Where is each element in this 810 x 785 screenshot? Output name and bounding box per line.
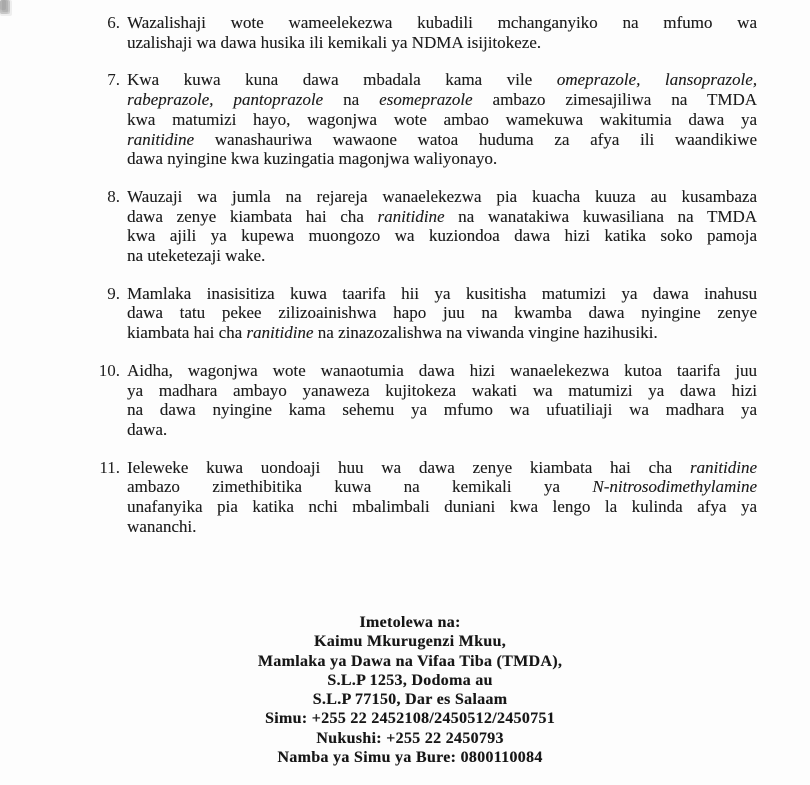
item-paragraph: [127, 70, 757, 169]
item-number: 8.: [107, 186, 120, 206]
text-line: [127, 381, 757, 401]
item-number: 9.: [107, 283, 120, 303]
text-line: [127, 284, 757, 304]
text-segment: na wanatakiwa kuwasiliana na TMDA: [444, 206, 758, 226]
text-line: Simu: +255 22 2452108/2450512/2450751: [264, 710, 555, 728]
italic-drug-name: lansoprazole,: [664, 70, 757, 90]
text-segment: dawa.: [127, 419, 168, 439]
scan-artifact: [0, 0, 6, 10]
text-line: [127, 110, 757, 130]
text-line: [127, 477, 757, 497]
list-item-10: [90, 361, 757, 440]
text-line: Mamlaka ya Dawa na Vifaa Tiba (TMDA),: [257, 652, 563, 670]
text-segment: Aidha, wagonjwa wote wanaotumia dawa hizi wanaelekezwa kutoa taarifa juu: [127, 360, 757, 380]
text-segment: kwa matumizi hayo, wagonjwa wote ambao wamekuwa wakitumia dawa ya: [127, 109, 757, 129]
item-number: 6.: [107, 13, 120, 32]
text-segment: na zinazozalishwa na viwanda vingine hazihusiki.: [313, 323, 658, 343]
italic-drug-name: omeprazole,: [556, 70, 641, 90]
text-segment: wananchi.: [127, 516, 197, 536]
list-item-9: [90, 284, 757, 343]
list-item-7: [90, 70, 757, 169]
text-line: [127, 90, 757, 110]
item-paragraph: [127, 284, 757, 343]
text-segment: ambazo zimethibitika kuwa na kemikali ya: [127, 477, 593, 497]
italic-drug-name: rabeprazole, pantoprazole: [127, 90, 324, 110]
text-line: [127, 458, 757, 478]
text-segment: na: [323, 90, 380, 110]
text-line: [127, 149, 757, 169]
item-paragraph: [127, 361, 757, 440]
text-segment: ya madhara ambayo yanaweza kujitokeza wakati wa matumizi ya dawa hizi: [127, 380, 757, 400]
text-line: [127, 517, 757, 537]
text-line: [127, 130, 757, 150]
issuer-footer: [105, 613, 715, 767]
text-line: Namba ya Simu ya Bure: 0800110084: [277, 749, 543, 767]
text-line: [127, 361, 757, 381]
text-segment: [640, 70, 665, 89]
text-line: [127, 187, 757, 207]
text-line: [127, 420, 757, 440]
text-line: [127, 497, 757, 517]
text-segment: na dawa nyingine kama sehemu ya mfumo wa ufuatiliaji wa madhara ya: [127, 400, 757, 420]
text-line: [127, 400, 757, 420]
text-segment: na uteketezaji wake.: [127, 246, 266, 266]
text-line: [127, 303, 757, 323]
list-item-8: [90, 187, 757, 266]
list-item-6: [90, 13, 757, 52]
text-segment: Kwa kuwa kuna dawa mbadala kama vile: [127, 70, 557, 90]
italic-drug-name: N-nitrosodimethylamine: [592, 477, 757, 497]
text-line: [127, 13, 757, 33]
item-paragraph: [127, 458, 757, 537]
text-line: [127, 33, 757, 53]
italic-drug-name: ranitidine: [127, 129, 195, 149]
item-number: 10.: [98, 360, 120, 380]
item-paragraph: [127, 13, 757, 52]
text-segment: dawa tatu pekee zilizoainishwa hapo juu na kwamba dawa nyingine zenye: [127, 303, 757, 323]
text-line: [127, 226, 757, 246]
text-line: [127, 246, 757, 266]
text-segment: ambazo zimesajiliwa na TMDA: [472, 90, 757, 110]
text-line: [127, 70, 757, 90]
text-segment: dawa zenye kiambata hai cha: [127, 206, 378, 226]
text-segment: wanashauriwa wawaone watoa huduma za afya ili waandikiwe: [194, 129, 757, 149]
text-segment: Wazalishaji wote wameelekezwa kubadili mchanganyiko na mfumo wa: [127, 13, 757, 32]
text-segment: uzalishaji wa dawa husika ili kemikali ya NDMA isijitokeze.: [127, 32, 542, 52]
text-segment: dawa nyingine kwa kuzingatia magonjwa waliyonayo.: [127, 149, 498, 169]
text-line: [127, 207, 757, 227]
italic-drug-name: ranitidine: [689, 457, 757, 477]
list-item-11: [90, 458, 757, 537]
text-line: [127, 323, 757, 343]
item-number: 11.: [99, 457, 120, 477]
italic-drug-name: esomeprazole: [379, 90, 473, 110]
item-number: 7.: [107, 70, 120, 90]
italic-drug-name: ranitidine: [377, 206, 445, 226]
text-line: Kaimu Mkurugenzi Mkuu,: [314, 633, 506, 651]
text-segment: Ieleweke kuwa uondoaji huu wa dawa zenye kiambata hai cha: [127, 457, 690, 477]
italic-drug-name: ranitidine: [246, 323, 314, 343]
text-line: Imetolewa na:: [359, 614, 461, 631]
text-segment: kiambata hai cha: [127, 323, 247, 343]
text-segment: Wauzaji wa jumla na rejareja wanaelekezwa pia kuacha kuuza au kusambaza: [127, 186, 757, 206]
text-segment: kwa ajili ya kupewa muongozo wa kuziondoa dawa hizi katika soko pamoja: [127, 226, 757, 246]
notice-list: [90, 13, 757, 554]
text-line: S.L.P 1253, Dodoma au: [327, 671, 493, 689]
text-line: S.L.P 77150, Dar es Salaam: [312, 691, 508, 709]
text-segment: unafanyika pia katika nchi mbalimbali duniani kwa lengo la kulinda afya ya: [127, 497, 757, 517]
item-paragraph: [127, 187, 757, 266]
text-segment: Mamlaka inasisitiza kuwa taarifa hii ya kusitisha matumizi ya dawa inahusu: [127, 283, 757, 303]
text-line: Nukushi: +255 22 2450793: [316, 729, 504, 747]
